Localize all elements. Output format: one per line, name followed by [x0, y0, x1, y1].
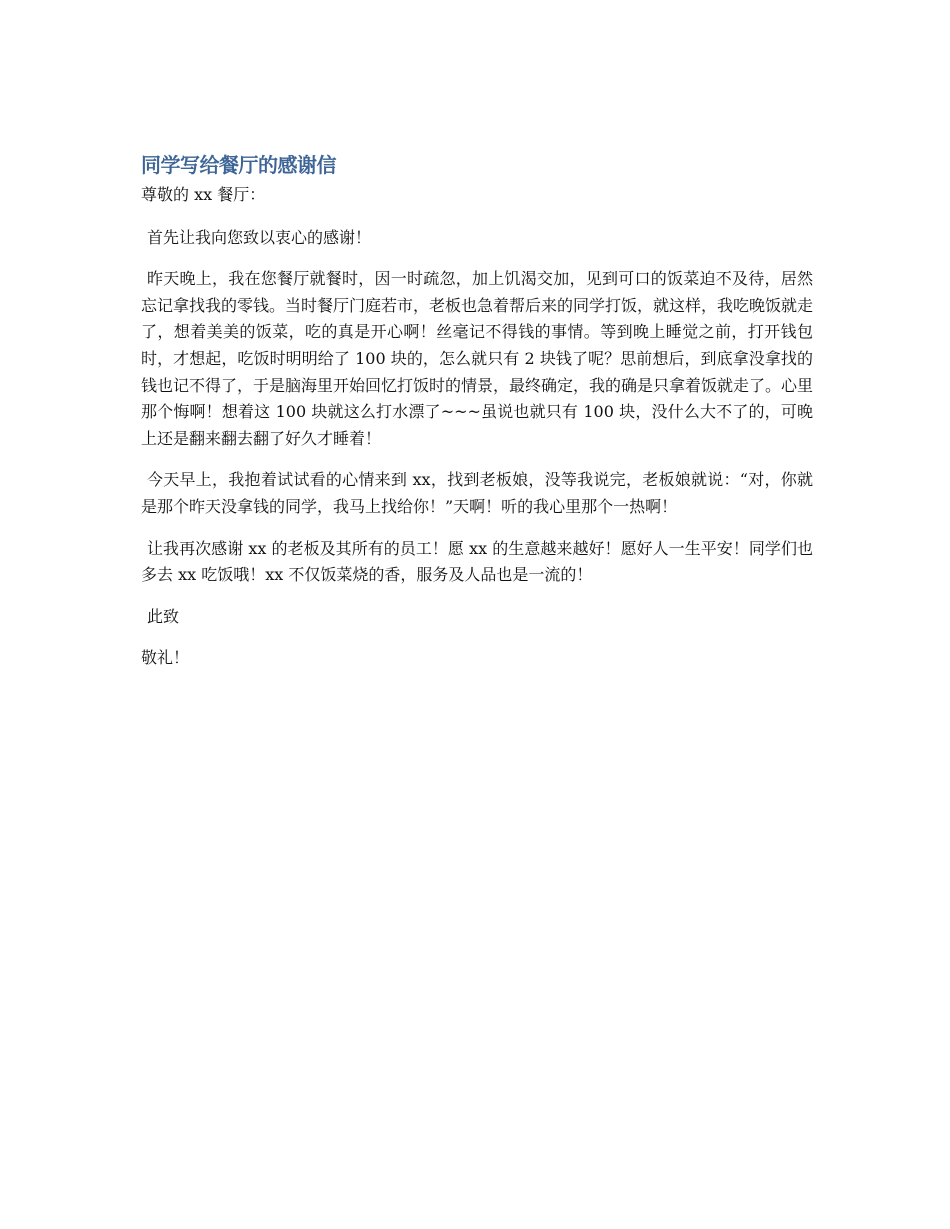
paragraph-story: 昨天晚上，我在您餐厅就餐时，因一时疏忽，加上饥渴交加，见到可口的饭菜迫不及待，居然忘记拿找我的零钱。当时餐厅门庭若市，老板也急着帮后来的同学打饭，就这样，我吃晚饭就走了，想着美美的饭菜，吃的真是开心啊！丝毫记不得钱的事情。等到晚上睡觉之前，打开钱包时，才想起，吃饭时明明给了 100 块的，怎么就只有 2 块钱了呢？思前想后，到底拿没拿找的钱也记不得了，于是脑海里开始回忆打饭时的情景，最终确定，我的确是只拿着饭就走了。心里那个悔啊！想着这 100 块就这么打水漂了~~~虽说也就只有 100 块，没什么大不了的，可晚上还是翻来翻去翻了好久才睡着！	[141, 269, 814, 448]
regards: 敬礼！	[141, 648, 190, 668]
letter-body	[141, 150, 813, 672]
paragraph-opening: 首先让我向您致以衷心的感谢！	[147, 227, 372, 247]
paragraph-thanks: 让我再次感谢 xx 的老板及其所有的员工！愿 xx 的生意越来越好！愿好人一生平安！同学们也多去 xx 吃饭哦！xx 不仅饭菜烧的香，服务及人品也是一流的！	[141, 538, 813, 585]
salutation: 尊敬的 xx 餐厅：	[141, 185, 266, 204]
paragraph-return: 今天早上，我抱着试试看的心情来到 xx，找到老板娘，没等我说完，老板娘就说：“对，你就是那个昨天没拿钱的同学，我马上找给你！”天啊！听的我心里那个一热啊！	[141, 470, 813, 516]
document-title: 同学写给餐厅的感谢信	[141, 153, 336, 177]
closing: 此致	[147, 606, 180, 626]
